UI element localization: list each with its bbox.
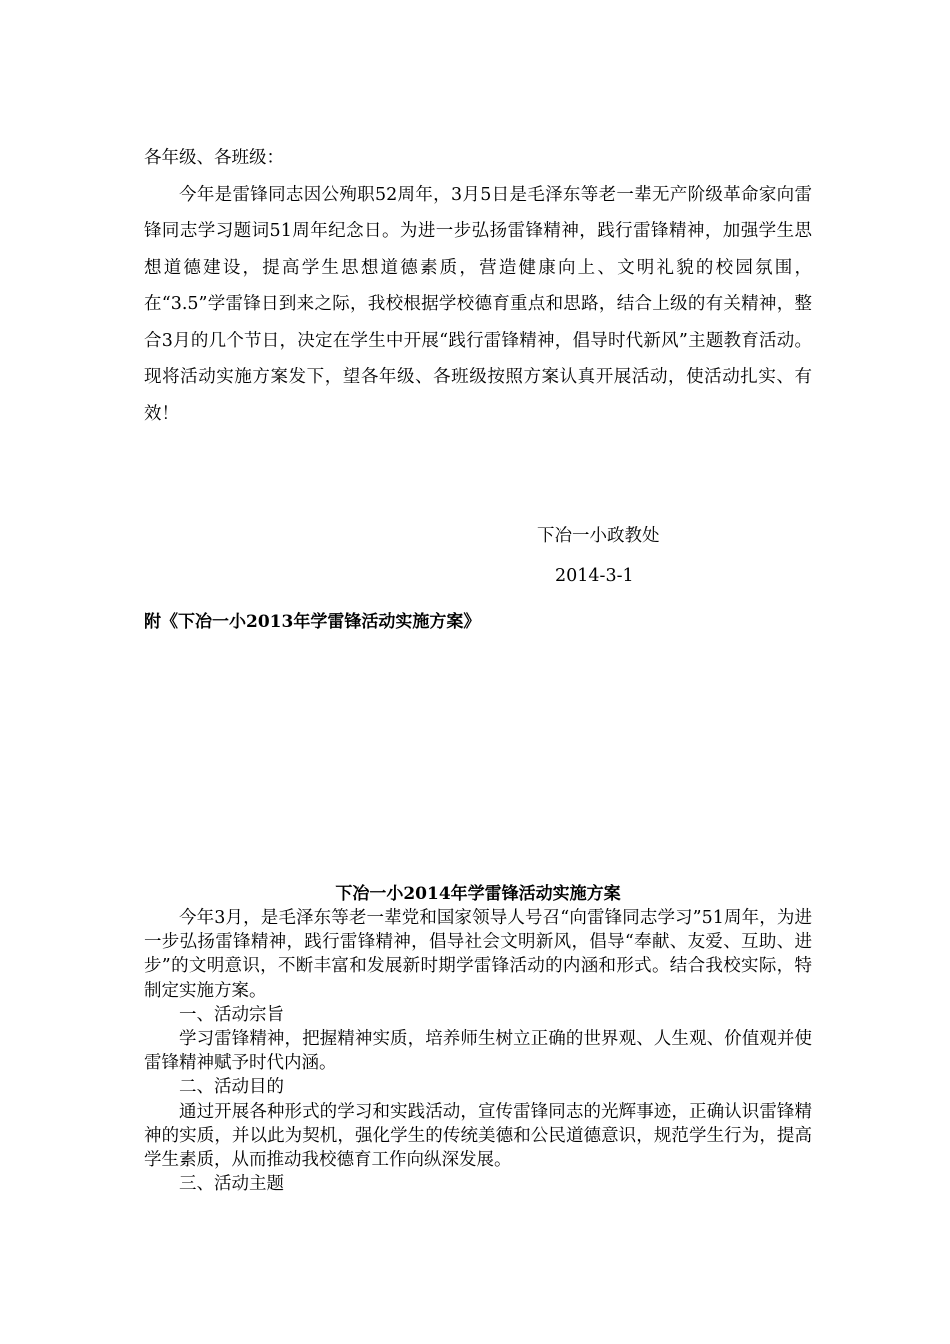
section2-body: 通过开展各种形式的学习和实践活动，宣传雷锋同志的光辉事迹，正确认识雷锋精神的实质，并以此为契机，强化学生的传统美德和公民道德意识，规范学生行为，提高学生素质，从而推动我校德育工作向纵深发展。 (144, 1101, 812, 1171)
section2-heading: 二、活动目的 (179, 1077, 284, 1098)
section3-heading: 三、活动主题 (179, 1174, 284, 1195)
notice-signature: 下冶一小政教处 (537, 526, 660, 546)
attachment-title: 附《下冶一小2013年学雷锋活动实施方案》 (144, 612, 481, 632)
section1-heading: 一、活动宗旨 (179, 1004, 284, 1025)
salutation: 各年级、各班级： (144, 148, 284, 168)
section1-body: 学习雷锋精神，把握精神实质，培养师生树立正确的世界观、人生观、价值观并使雷锋精神赋予时代内涵。 (144, 1029, 812, 1074)
plan-title: 下冶一小2014年学雷锋活动实施方案 (335, 884, 621, 904)
notice-date: 2014-3-1 (555, 566, 634, 586)
notice-section (144, 140, 812, 432)
notice-body: 今年是雷锋同志因公殉职52周年，3月5日是毛泽东等老一辈无产阶级革命家向雷锋同志学习题词51周年纪念日。为进一步弘扬雷锋精神，践行雷锋精神，加强学生思想道德建设，提高学生思想道德素质，营造健康向上、文明礼貌的校园氛围，在“3.5”学雷锋日到来之际，我校根据学校德育重点和思路，结合上级的有关精神，整合3月的几个节日，决定在学生中开展“践行雷锋精神，倡导时代新风”主题教育活动。现将活动实施方案发下，望各年级、各班级按照方案认真开展活动，使活动扎实、有效！ (144, 184, 812, 424)
plan-section (144, 882, 812, 1196)
plan-intro: 今年3月，是毛泽东等老一辈党和国家领导人号召“向雷锋同志学习”51周年，为进一步弘扬雷锋精神，践行雷锋精神，倡导社会文明新风，倡导“奉献、友爱、互助、进步”的文明意识，不断丰富和发展新时期学雷锋活动的内涵和形式。结合我校实际，特制定实施方案。 (144, 908, 812, 1001)
